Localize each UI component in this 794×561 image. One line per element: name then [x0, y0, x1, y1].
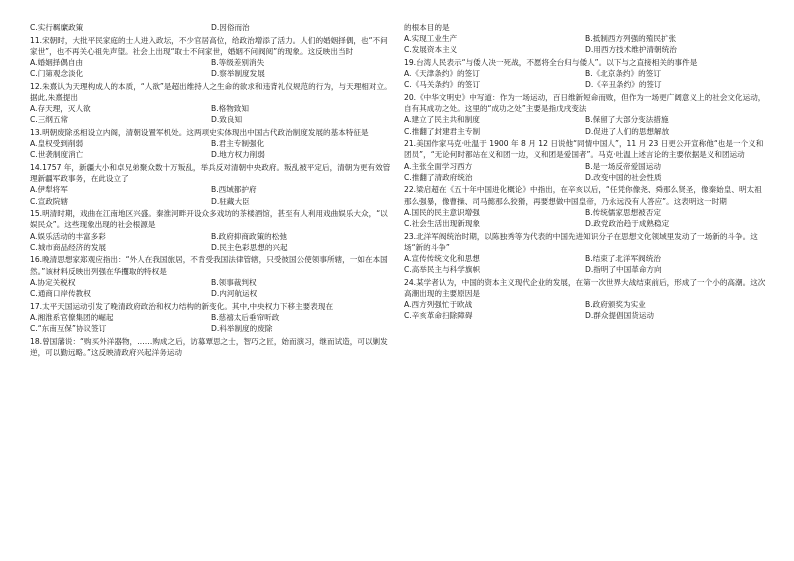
question-block	[404, 22, 766, 56]
question-stem: 的根本目的是	[404, 23, 450, 32]
answer-option: A.皇权受到削弱	[30, 139, 84, 149]
answer-option: A.湘淮系官僚集团的崛起	[30, 312, 114, 322]
question-block	[404, 231, 766, 276]
answer-option: A.主张全面学习西方	[404, 161, 473, 171]
answer-option: D.民主色彩思想的兴起	[211, 242, 288, 252]
answer-options	[404, 161, 766, 183]
question-block	[30, 35, 392, 80]
question-block	[404, 138, 766, 183]
answer-option: A.建立了民主共和制度	[404, 115, 480, 125]
answer-options	[30, 57, 392, 79]
answer-options	[404, 253, 766, 275]
answer-option: A.协定关税权	[30, 277, 76, 287]
question-stem: 15.明清时期，戏曲在江南地区兴盛。秦淮河畔开设众多戏坊的茶楼酒馆，甚至有人利用戏曲娱乐大众，“以娱民众”。这些现象出现的社会根源是	[30, 209, 388, 230]
answer-options	[30, 138, 392, 160]
answer-option: C.通商口岸传教权	[30, 289, 91, 299]
question-block	[404, 184, 766, 229]
answer-option: C.推翻了清政府统治	[404, 172, 473, 182]
question-stem: 12.朱熹认为天理构成人的本质，“人欲”是超出维持人之生命的欲求和违背礼仪规范的行为，与天理相对立。据此,朱熹提出	[30, 81, 392, 102]
answer-option: A.伊犁将军	[30, 185, 68, 195]
answer-option: D.促进了人们的思想解放	[585, 126, 670, 136]
answer-option: B.领事裁判权	[211, 277, 257, 287]
question-stem: 11.宋朝时，大批平民家庭的士人进入政坛，不少官居高位，给政治增添了活力。人们的婚姻择偶，也“不问家世”，也不再关心祖先声望。社会上出现“取士不问家世，婚姻不问阀阅”的现象。这反映出当时	[30, 35, 388, 56]
answer-options	[404, 114, 766, 136]
answer-option: B.政府颁奖为实业	[585, 300, 646, 310]
answer-option: A.婚姻择偶自由	[30, 58, 84, 67]
answer-option: C.推翻了封建君主专制	[404, 126, 481, 136]
answer-option: A.存天理，灭人欲	[30, 104, 91, 114]
answer-option: B.慈禧太后垂帘听政	[211, 312, 280, 322]
answer-options	[404, 299, 766, 321]
answer-option: C.门第观念淡化	[30, 69, 84, 79]
answer-option: D.政党政治趋于成熟稳定	[585, 219, 670, 229]
answer-option: A.《天津条约》的签订	[404, 69, 480, 79]
answer-option: D.科举制度的废除	[211, 324, 273, 334]
question-block	[404, 57, 766, 91]
question-block	[30, 301, 392, 335]
answer-option: B.格物致知	[211, 104, 249, 114]
answer-option: B.传统儒家思想被否定	[585, 207, 661, 217]
answer-option: C.实行羁縻政策	[30, 23, 84, 32]
question-stem: 19.台湾人民表示“与倭人决一死战，不愿将全台归与倭人”。以下与之直接相关的事件是	[404, 58, 698, 67]
answer-option: C.高举民主与科学旗帜	[404, 265, 481, 275]
question-stem: 21.美国作家马克·吐温于 1900 年 8 月 12 日说他“同情中国人”，11 月 23 日更公开宣称他“也是一个义和团员”，“无论何时都站在义和团一边，义和团是爱国者”。马克·吐温上述言论的主要依据是义和团运动	[404, 139, 764, 160]
question-block	[404, 277, 766, 322]
question-block	[30, 336, 392, 358]
question-block	[30, 81, 392, 126]
answer-option: B.抵制西方列强的殖民扩张	[585, 34, 677, 44]
answer-option: B.保留了大部分变法措施	[585, 115, 669, 125]
answer-options	[404, 33, 766, 55]
left-column	[30, 22, 392, 359]
question-stem: 18.曾国藩说：“购买外洋器物，……购成之后，访募覃思之士，智巧之匠，始而演习，继而试造，可以剿发逆，可以勤远略。”这反映清政府兴起洋务运动	[30, 336, 388, 357]
question-block	[30, 208, 392, 253]
answer-option: B.等级差别消失	[211, 58, 265, 67]
answer-options	[30, 312, 392, 334]
answer-option: C.城市商品经济的发展	[30, 242, 107, 252]
question-stem: 14.1757 年，新疆大小和卓兄弟聚众数十万叛乱，举兵反对清朝中央政府。叛乱被平定后，清朝为更有效管理新疆军政事务，在此设立了	[30, 163, 391, 184]
answer-option: B.政府抑商政策的松弛	[211, 231, 287, 241]
answer-option: A.西方列强忙于欧战	[404, 300, 473, 310]
question-stem: 24.某学者认为，中国的资本主义现代企业的发展，在第一次世界大战结束前后，形成了一个小的高潮。这次高潮出现的主要原因是	[404, 277, 766, 299]
question-block	[404, 92, 766, 137]
question-block	[30, 162, 392, 207]
answer-options	[404, 207, 766, 229]
answer-option: D.群众提倡国货运动	[585, 311, 655, 321]
answer-option: D.地方权力削弱	[211, 150, 265, 160]
answer-option: A.国民的民主意识增强	[404, 207, 480, 217]
answer-option: C.“东南互保”协议签订	[30, 324, 107, 334]
answer-option: D.因俗而治	[211, 23, 250, 32]
answer-option: B.《北京条约》的签订	[585, 69, 661, 79]
answer-option: D.驻藏大臣	[211, 196, 250, 206]
answer-options	[30, 22, 392, 33]
question-block	[30, 22, 392, 33]
answer-option: D.改变中国的社会性质	[585, 172, 662, 182]
answer-option: C.辛亥革命扫除障碍	[404, 311, 473, 321]
answer-option: A.实现工业生产	[404, 34, 458, 44]
answer-options	[30, 103, 392, 125]
question-stem: 20.《中华文明史》中写道：作为一场运动，百日维新短命而败，但作为一场更广阔意义上的社会文化运动，自有其成功之处。这里的“成功之处”主要是指戊戌变法	[404, 93, 766, 114]
answer-option: C.《马关条约》的签订	[404, 80, 481, 90]
question-block	[30, 254, 392, 299]
right-column	[404, 22, 766, 323]
question-stem: 17.太平天国运动引发了晚清政府政治和权力结构的新变化。其中,中央权力下移主要表现在	[30, 301, 334, 311]
question-stem: 23.北洋军阀统治时期，以陈独秀等为代表的中国先进知识分子在思想文化领域里发动了一场新的斗争。这场“新的斗争”	[404, 231, 758, 252]
answer-option: D.察举制度发展	[211, 69, 265, 79]
answer-options	[30, 231, 392, 253]
answer-option: B.君主专制强化	[211, 139, 265, 149]
question-block	[30, 127, 392, 161]
answer-option: D.《辛丑条约》的签订	[585, 80, 662, 90]
answer-option: C.三纲五常	[30, 115, 69, 125]
answer-option: B.是一场反帝爱国运动	[585, 161, 661, 171]
answer-options	[30, 184, 392, 206]
answer-option: C.宣政院辖	[30, 196, 69, 206]
answer-option: C.发展资本主义	[404, 45, 458, 55]
answer-option: B.西域都护府	[211, 185, 257, 195]
answer-option: A.宣传传统文化和思想	[404, 254, 480, 264]
answer-option: D.用西方技术维护清朝统治	[585, 45, 677, 55]
question-stem: 22.梁启超在《五十年中国进化概论》中指出，在辛亥以后，“任凭你像尧、舜那么贤圣，像秦始皇、明太祖那么强暴，像曹操、司马懿那么狡猾，再要想做中国皇帝，乃永远没有人答应”。这表明这一时期	[404, 185, 762, 206]
answer-options	[404, 68, 766, 90]
answer-option: B.结束了北洋军阀统治	[585, 254, 661, 264]
answer-options	[30, 277, 392, 299]
answer-option: D.致良知	[211, 115, 243, 125]
question-stem: 13.明朝废除丞相设立内阁，清朝设置军机处。这两项史实体现出中国古代政治制度发展的基本特征是	[30, 128, 369, 137]
answer-option: C.社会生活出现新现象	[404, 219, 481, 229]
answer-option: D.指明了中国革命方向	[585, 265, 662, 275]
answer-option: D.内河航运权	[211, 289, 258, 299]
answer-option: A.娱乐活动的丰富多彩	[30, 231, 106, 241]
question-stem: 16.晚清思想家郑观应指出：“外人在我国旅居，不肯受我国法律管辖，只受彼国公使领事所辖，一如在本国然。”该材料反映出列强在华攫取的特权是	[30, 255, 388, 276]
answer-option: C.世袭制度消亡	[30, 150, 84, 160]
